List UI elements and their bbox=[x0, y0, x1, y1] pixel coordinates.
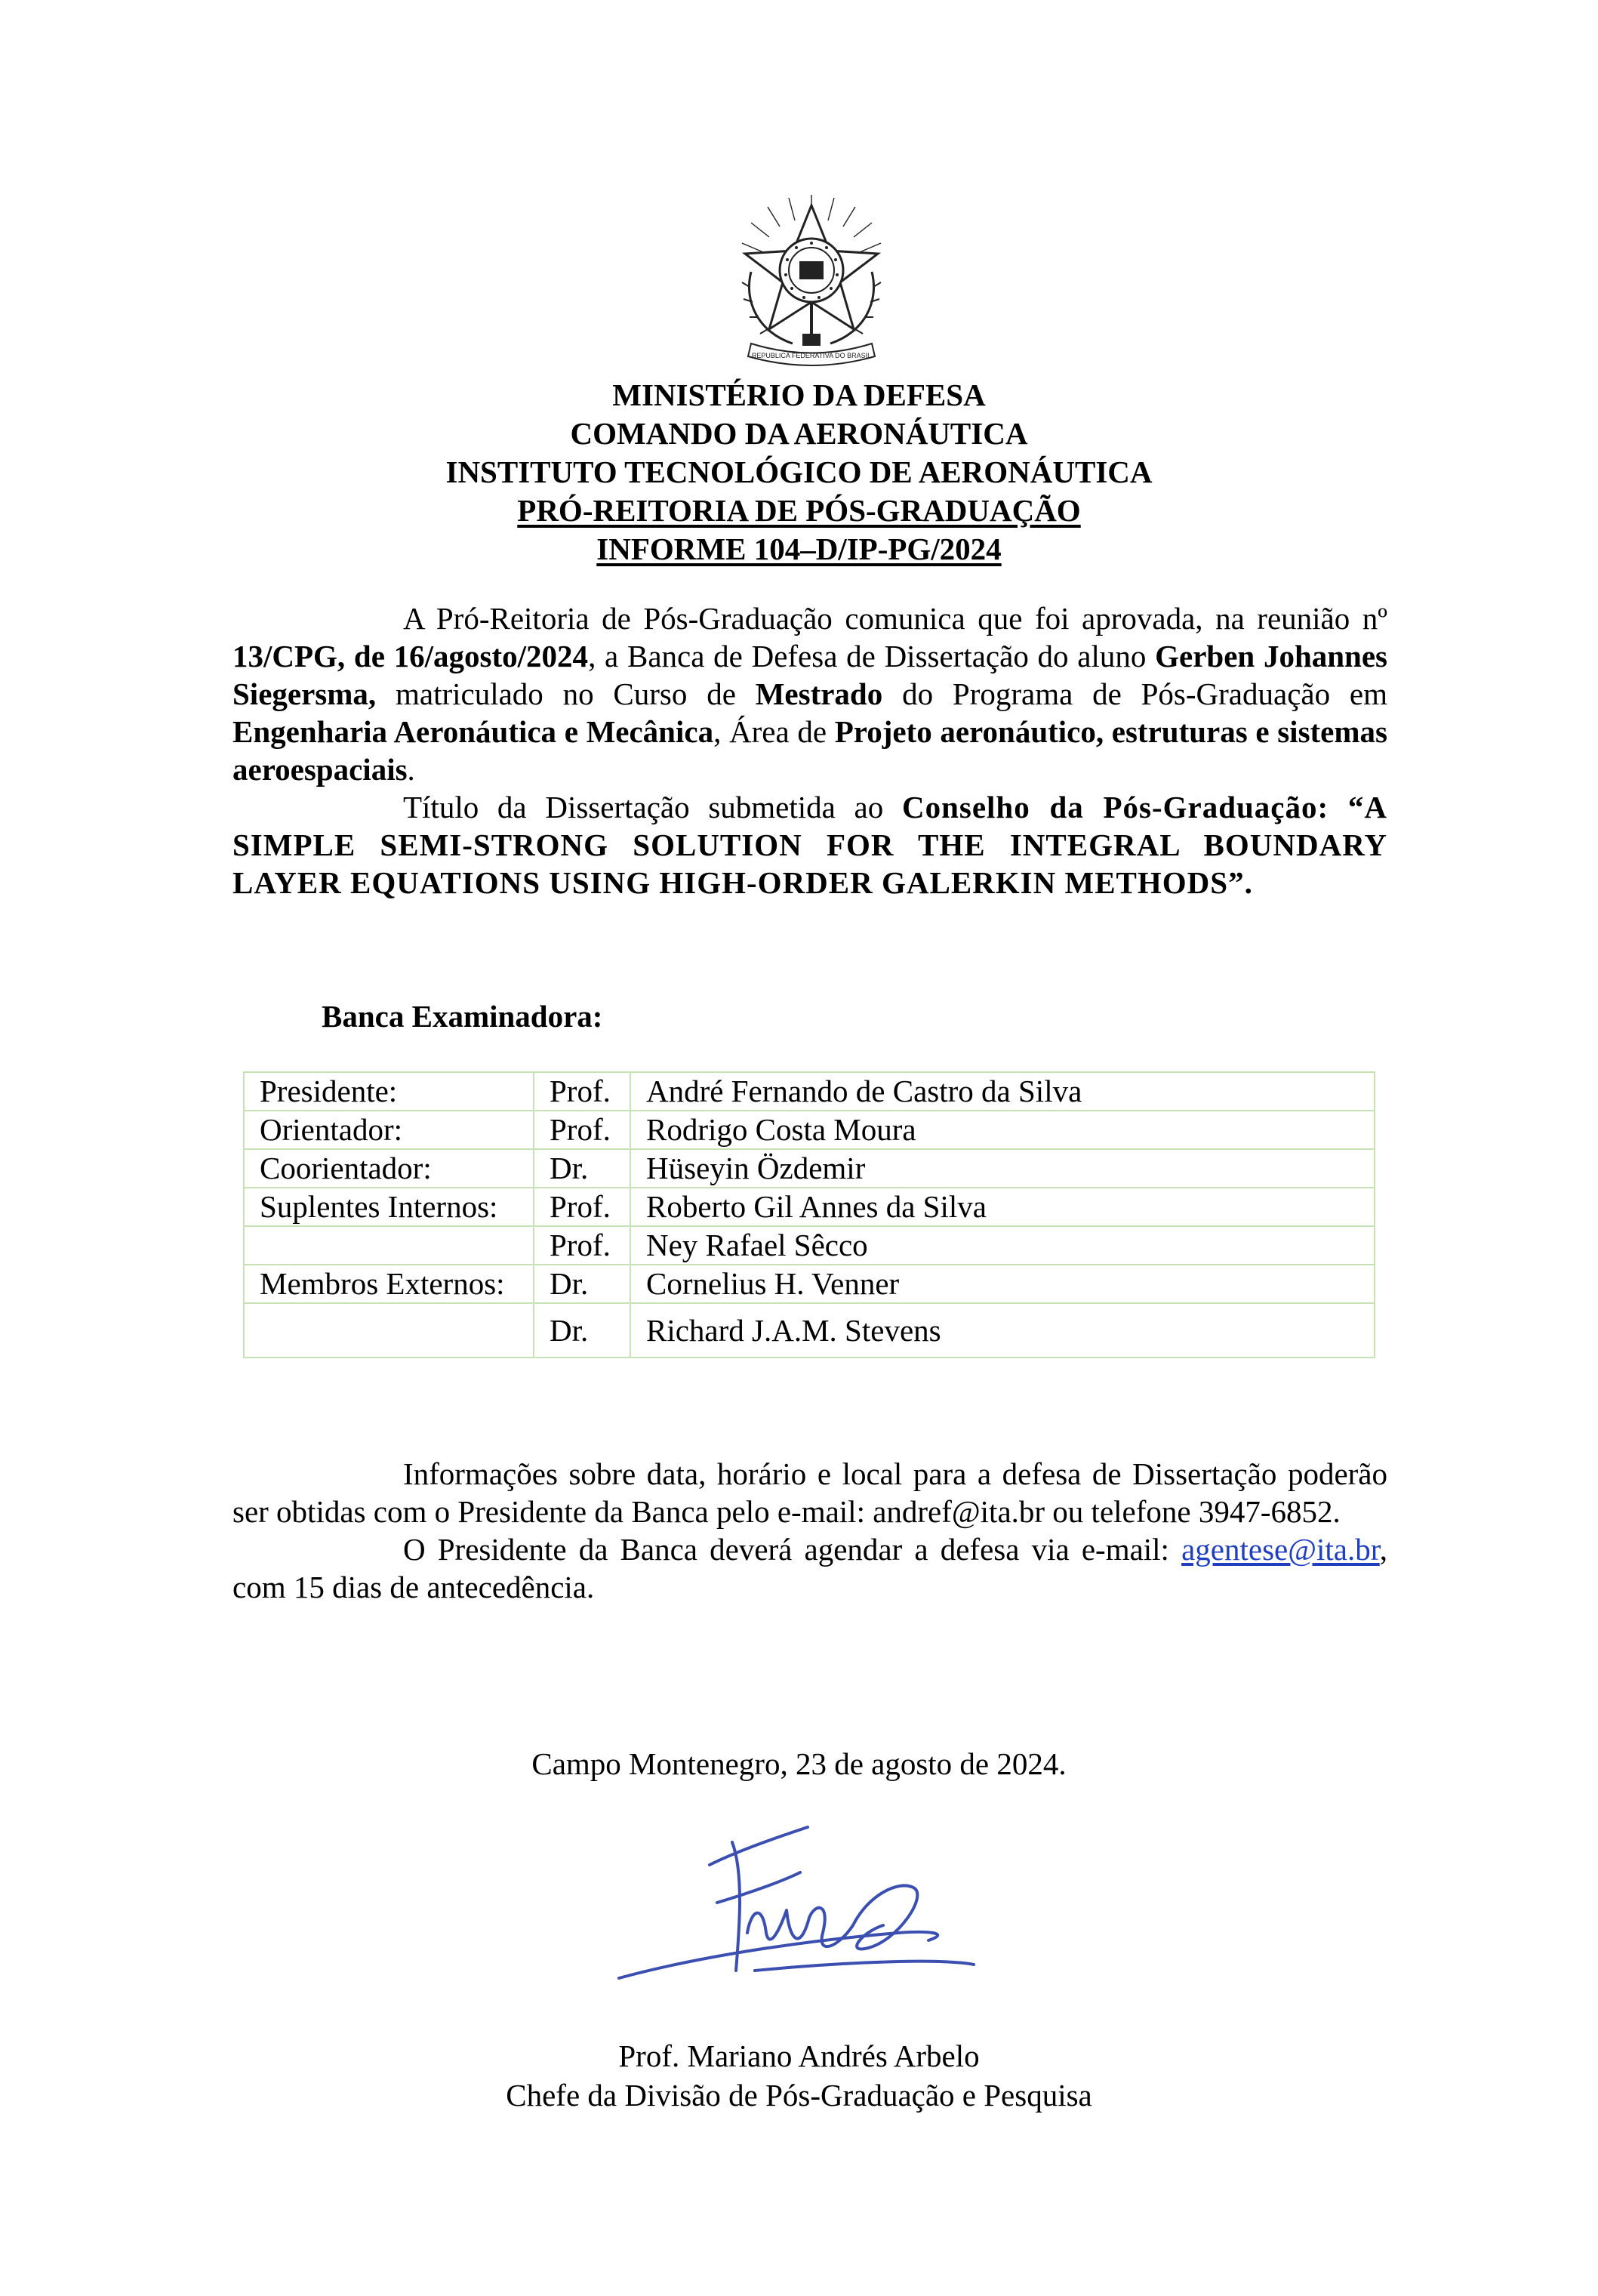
text-segment: , com 15 dias de antecedência. bbox=[232, 1532, 1387, 1604]
table-row bbox=[244, 1265, 1375, 1303]
course-level: Mestrado bbox=[755, 676, 883, 711]
role-cell bbox=[244, 1226, 534, 1265]
name-cell: Hüseyin Özdemir bbox=[630, 1149, 1375, 1188]
title-cell: Prof. bbox=[534, 1111, 630, 1149]
scheduling-email-link[interactable]: agentese@ita.br bbox=[1181, 1532, 1380, 1567]
command-line: COMANDO DA AERONÁUTICA bbox=[570, 416, 1028, 451]
table-row bbox=[244, 1303, 1375, 1358]
role-cell: Suplentes Internos: bbox=[244, 1188, 534, 1226]
meeting-reference: 13/CPG, de 16/agosto/2024 bbox=[232, 639, 589, 673]
title-cell: Dr. bbox=[534, 1265, 630, 1303]
table-row bbox=[244, 1188, 1375, 1226]
role-cell: Orientador: bbox=[244, 1111, 534, 1149]
name-cell: Rodrigo Costa Moura bbox=[630, 1111, 1375, 1149]
text-segment: matriculado no Curso de bbox=[376, 676, 756, 711]
student-name: Gerben Johannes Siegersma, bbox=[232, 639, 1388, 711]
program-name: Engenharia Aeronáutica e Mecânica bbox=[232, 714, 714, 749]
place-and-date: Campo Montenegro, 23 de agosto de 2024. bbox=[531, 1746, 1067, 1781]
table-row bbox=[244, 1072, 1375, 1111]
title-cell: Prof. bbox=[534, 1188, 630, 1226]
role-cell bbox=[244, 1303, 534, 1358]
announcement-paragraph bbox=[232, 599, 1387, 788]
text-segment: . bbox=[407, 752, 415, 787]
text-segment: A Pró-Reitoria de Pós-Graduação comunica que foi aprovada, na reunião nº bbox=[403, 601, 1387, 636]
committee-label: Banca Examinadora: bbox=[322, 999, 603, 1034]
text-segment: O Presidente da Banca deverá agendar a defesa via e-mail: bbox=[403, 1532, 1182, 1567]
scheduling-paragraph bbox=[232, 1530, 1387, 1606]
dissertation-title-paragraph bbox=[232, 788, 1387, 901]
name-cell: Ney Rafael Sêcco bbox=[630, 1226, 1375, 1265]
text-segment: Título da Dissertação submetida ao bbox=[403, 790, 902, 824]
signature-icon bbox=[611, 1820, 1004, 2001]
text-segment: do Programa de Pós-Graduação em bbox=[882, 676, 1387, 711]
signatory-position: Chefe da Divisão de Pós-Graduação e Pesquisa bbox=[506, 2078, 1092, 2113]
role-cell: Presidente: bbox=[244, 1072, 534, 1111]
text-segment: , a Banca de Defesa de Dissertação do aluno bbox=[588, 639, 1156, 673]
role-cell: Membros Externos: bbox=[244, 1265, 534, 1303]
coat-of-arms-icon bbox=[721, 189, 902, 370]
name-cell: Richard J.A.M. Stevens bbox=[630, 1303, 1375, 1358]
table-row bbox=[244, 1149, 1375, 1188]
table-row bbox=[244, 1226, 1375, 1265]
ministry-line: MINISTÉRIO DA DEFESA bbox=[612, 378, 986, 412]
area-name: Projeto aeronáutico, estruturas e sistemas aeroespaciais bbox=[232, 714, 1387, 787]
office-line: PRÓ-REITORIA DE PÓS-GRADUAÇÃO bbox=[517, 493, 1081, 528]
role-cell: Coorientador: bbox=[244, 1149, 534, 1188]
contact-info-paragraph: Informações sobre data, horário e local para a defesa de Dissertação poderão ser obtidas com o Presidente da Banca pelo e-mail: andref@ita.br ou telefone 3947-6852. bbox=[232, 1456, 1387, 1529]
name-cell: Cornelius H. Venner bbox=[630, 1265, 1375, 1303]
institute-line: INSTITUTO TECNOLÓGICO DE AERONÁUTICA bbox=[445, 455, 1153, 489]
svg-text:REPUBLICA FEDERATIVA DO BRASIL: REPUBLICA FEDERATIVA DO BRASIL bbox=[751, 352, 872, 359]
text-segment: , Área de bbox=[713, 714, 835, 749]
title-cell: Dr. bbox=[534, 1149, 630, 1188]
signatory-name: Prof. Mariano Andrés Arbelo bbox=[618, 2039, 980, 2073]
title-cell: Prof. bbox=[534, 1072, 630, 1111]
dissertation-title: Conselho da Pós-Graduação: “A SIMPLE SEMI-STRONG SOLUTION FOR THE INTEGRAL BOUNDARY LAYER EQUATIONS USING HIGH-ORDER GALERKIN METHODS”. bbox=[232, 790, 1387, 900]
title-cell: Dr. bbox=[534, 1303, 630, 1358]
name-cell: Roberto Gil Annes da Silva bbox=[630, 1188, 1375, 1226]
name-cell: André Fernando de Castro da Silva bbox=[630, 1072, 1375, 1111]
signature-block bbox=[0, 2036, 1598, 2115]
title-cell: Prof. bbox=[534, 1226, 630, 1265]
committee-table bbox=[243, 1071, 1375, 1358]
table-row bbox=[244, 1111, 1375, 1149]
document-header bbox=[0, 376, 1598, 569]
notice-number: INFORME 104–D/IP-PG/2024 bbox=[596, 532, 1002, 566]
